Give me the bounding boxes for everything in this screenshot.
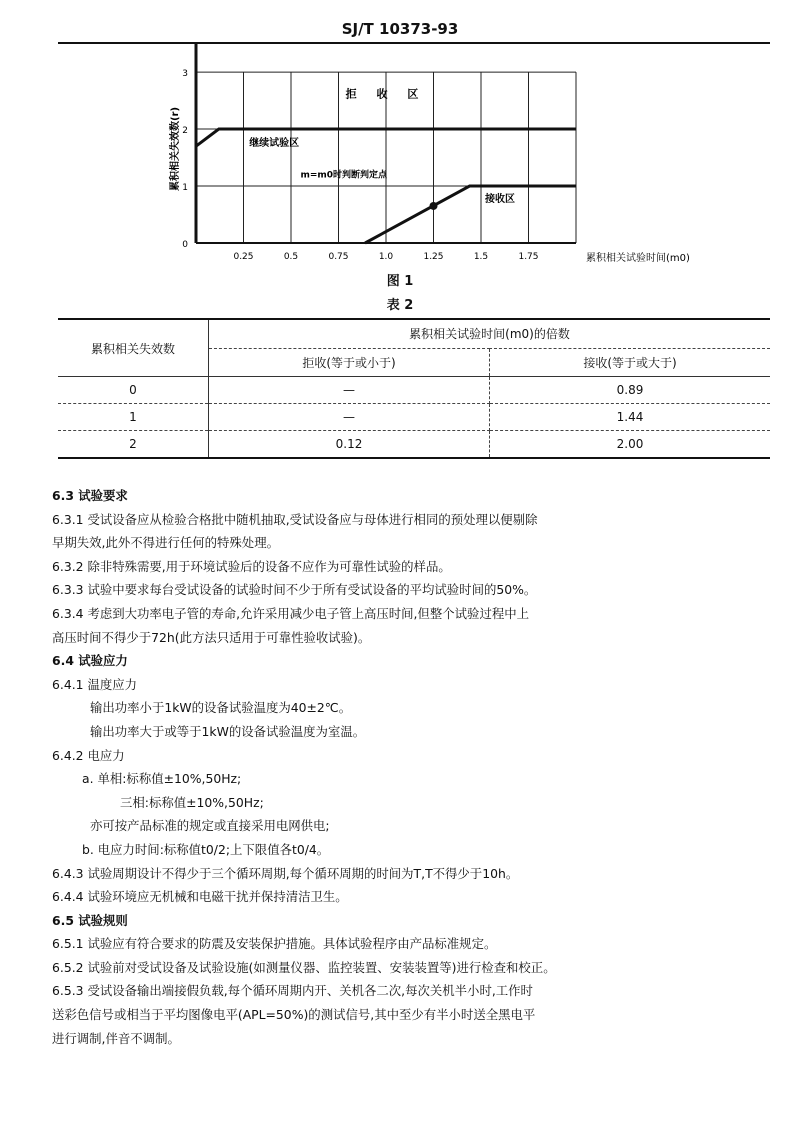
body-text xyxy=(52,484,772,1050)
para-6-4-4: 6.4.4 试验环境应无机械和电磁干扰并保持清洁卫生。 xyxy=(52,889,348,905)
cell-failures: 0 xyxy=(58,377,209,404)
accept-region-label: 接收区 xyxy=(485,193,515,205)
cell-accept: 1.44 xyxy=(490,404,771,431)
x-tick-label: 0.25 xyxy=(233,252,254,262)
y-tick-label: 3 xyxy=(182,69,188,80)
x-tick-label: 1.75 xyxy=(518,252,539,262)
table-caption: 表 2 xyxy=(386,298,414,313)
para-6-3-2: 6.3.2 除非特殊需要,用于环境试验后的设备不应作为可靠性试验的样品。 xyxy=(52,558,451,574)
cell-reject: 0.12 xyxy=(209,431,490,459)
cell-accept: 2.00 xyxy=(490,431,771,459)
y-tick-label: 1 xyxy=(182,183,188,194)
para-6-4-2-a2: 三相:标称值±10%,50Hz; xyxy=(120,794,264,810)
cell-failures: 1 xyxy=(58,404,209,431)
section-6-4: 6.4 试验应力 xyxy=(52,653,128,669)
table-row xyxy=(58,377,770,404)
decision-point-label: m=m0时判断判定点 xyxy=(300,170,388,181)
para-6-4-1-b: 输出功率大于或等于1kW的设备试验温度为室温。 xyxy=(90,723,366,739)
x-tick-label: 0.5 xyxy=(283,252,299,262)
x-axis-label: 累积相关试验时间(m0) xyxy=(586,253,690,264)
header-reject: 拒收(等于或小于) xyxy=(209,348,490,377)
boundary-line-2 xyxy=(365,186,576,243)
table-row xyxy=(58,431,770,459)
x-tick-label: 1.0 xyxy=(378,252,394,262)
document-header: SJ/T 10373-93 xyxy=(341,20,459,38)
para-6-5-3-cont: 送彩色信号或相当于平均图像电平(APL=50%)的测试信号,其中至少有半小时送全黑电平 xyxy=(52,1007,536,1023)
para-6-4-2-c: 亦可按产品标准的规定或直接采用电网供电; xyxy=(90,818,330,834)
x-tick-label: 0.75 xyxy=(328,252,349,262)
reject-region-label: 拒 收 区 xyxy=(345,87,427,101)
y-tick-label: 2 xyxy=(182,126,188,137)
para-6-4-3: 6.4.3 试验周期设计不得少于三个循环周期,每个循环周期的时间为T,T不得少于10h。 xyxy=(52,865,519,881)
para-6-4-1-a: 输出功率小于1kW的设备试验温度为40±2℃。 xyxy=(90,700,352,716)
cell-accept: 0.89 xyxy=(490,377,771,404)
para-6-5-2: 6.5.2 试验前对受试设备及试验设施(如测量仪器、监控装置、安装装置等)进行检查和校正。 xyxy=(52,959,556,975)
para-6-3-3: 6.3.3 试验中要求每台受试设备的试验时间不少于所有受试设备的平均试验时间的50%。 xyxy=(52,582,537,598)
section-6-3: 6.3 试验要求 xyxy=(52,488,128,503)
para-6-4-2-b: b. 电应力时间:标称值t0/2;上下限值各t0/4。 xyxy=(82,841,330,857)
para-6-3-4-cont: 高压时间不得少于72h(此方法只适用于可靠性验收试验)。 xyxy=(52,629,371,645)
table-2 xyxy=(58,318,770,459)
cell-failures: 2 xyxy=(58,431,209,459)
header-failures: 累积相关失效数 xyxy=(58,319,209,377)
para-6-3-1-cont: 早期失效,此外不得进行任何的特殊处理。 xyxy=(52,535,279,551)
header-time: 累积相关试验时间(m0)的倍数 xyxy=(209,319,771,348)
para-6-3-4: 6.3.4 考虑到大功率电子管的寿命,允许采用减少电子管上高压时间,但整个试验过程中上 xyxy=(52,605,530,621)
para-6-5-3: 6.5.3 受试设备输出端接假负载,每个循环周期内开、关机各二次,每次关机半小时,工作时 xyxy=(52,983,533,999)
figure-caption: 图 1 xyxy=(386,274,414,289)
cell-reject: — xyxy=(209,377,490,404)
continue-region-label: 继续试验区 xyxy=(249,138,300,150)
section-6-5: 6.5 试验规则 xyxy=(52,912,128,928)
cell-reject: — xyxy=(209,404,490,431)
para-6-5-3-cont2: 进行调制,伴音不调制。 xyxy=(52,1030,180,1046)
decision-point xyxy=(430,202,438,210)
para-6-3-1: 6.3.1 受试设备应从检验合格批中随机抽取,受试设备应与母体进行相同的预处理以便剔除 xyxy=(52,511,538,527)
x-tick-label: 1.5 xyxy=(473,252,489,262)
para-6-5-1: 6.5.1 试验应有符合要求的防震及安装保护措施。具体试验程序由产品标准规定。 xyxy=(52,936,497,952)
y-tick-label: 0 xyxy=(182,240,188,250)
x-tick-label: 1.25 xyxy=(423,252,444,262)
para-6-4-1: 6.4.1 温度应力 xyxy=(52,676,138,692)
y-axis-label: 累积相关失效数(r) xyxy=(170,106,181,192)
figure-1-chart xyxy=(0,0,800,300)
table-row xyxy=(58,404,770,431)
para-6-4-2: 6.4.2 电应力 xyxy=(52,747,125,763)
header-accept: 接收(等于或大于) xyxy=(490,348,771,377)
para-6-4-2-a: a. 单相:标称值±10%,50Hz; xyxy=(82,771,242,787)
